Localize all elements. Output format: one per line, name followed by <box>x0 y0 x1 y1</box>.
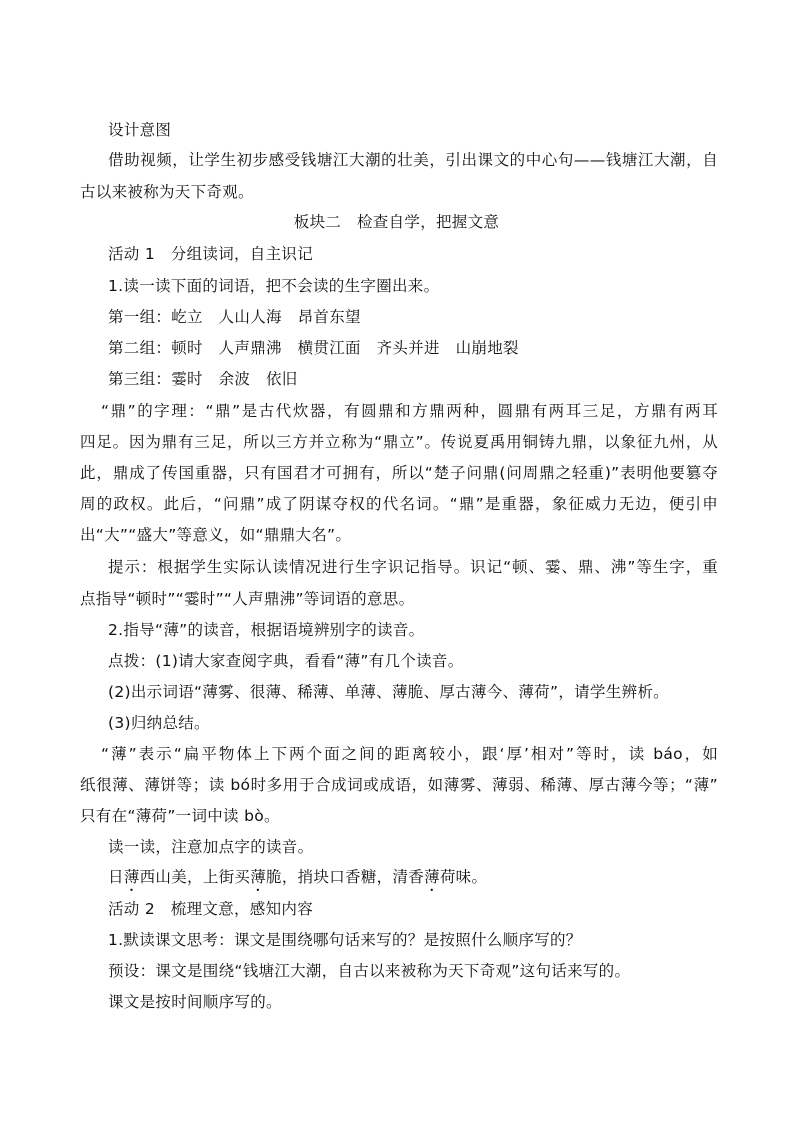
ding-paragraph-line: 四足。因为鼎有三足，所以三方并立称为“鼎立”。传说夏禹用铜铸九鼎，以象征九州，从 <box>80 433 718 451</box>
bo-paragraph-line: 只有在“薄荷”一词中读 bò。 <box>80 807 280 825</box>
word-group-3: 第三组：霎时 余波 依旧 <box>108 370 298 388</box>
sentence-text: 西山美，上街买 <box>139 868 251 886</box>
word-group-2: 第二组：顿时 人声鼎沸 横贯江面 齐头并进 山崩地裂 <box>108 339 519 357</box>
dotted-char: 薄 <box>250 868 267 886</box>
dotted-char: 薄 <box>123 868 140 886</box>
tip-2: (2)出示词语“薄雾、很薄、稀薄、单薄、薄脆、厚古薄今、薄荷”，请学生辨析。 <box>108 683 669 701</box>
activity2-title: 活动 2 梳理文意，感知内容 <box>108 900 313 918</box>
sentence-text: 荷味。 <box>439 868 488 886</box>
section-title: 板块二 检查自学，把握文意 <box>293 213 500 231</box>
tip-3: (3)归纳总结。 <box>108 714 210 732</box>
read-prompt: 读一读，注意加点字的读音。 <box>108 838 314 856</box>
sentence-text: 脆，捎块口香糖，清香 <box>266 868 425 886</box>
read-sentence <box>108 867 487 895</box>
activity1-title: 活动 1 分组读词，自主识记 <box>108 245 313 263</box>
sentence-text: 日 <box>108 868 124 886</box>
ding-paragraph-line: “鼎”的字理：“鼎”是古代炊器，有圆鼎和方鼎两种，圆鼎有两耳三足，方鼎有两耳 <box>101 402 718 420</box>
design-intent-line-2: 古以来被称为天下奇观。 <box>80 183 254 201</box>
activity1-task2: 2.指导“薄”的读音，根据语境辨别字的读音。 <box>108 621 425 639</box>
dotted-char: 薄 <box>424 868 440 886</box>
activity2-preset: 预设：课文是围绕“钱塘江大潮，自古以来被称为天下奇观”这句话来写的。 <box>108 962 631 980</box>
tip-1: 点拨：(1)请大家查阅字典，看看“薄”有几个读音。 <box>108 652 464 670</box>
bo-paragraph-line: 纸很薄、薄饼等；读 bó时多用于合成词或成语，如薄雾、薄弱、稀薄、厚古薄今等；“薄” <box>80 776 718 794</box>
ding-paragraph-line: 此，鼎成了传国重器，只有国君才可拥有，所以“楚子问鼎(问周鼎之轻重)”表明他要篡夺 <box>80 464 718 482</box>
ding-paragraph-line: 周的政权。此后，“问鼎”成了阴谋夺权的代名词。“鼎”是重器，象征威力无边，便引申 <box>80 495 718 513</box>
hint-line-1: 提示：根据学生实际认读情况进行生字识记指导。识记“顿、霎、鼎、沸”等生字，重 <box>108 558 718 576</box>
hint-line-2: 点指导“顿时”“霎时”“人声鼎沸”等词语的意思。 <box>80 590 415 608</box>
ding-paragraph-line: 出“大”“盛大”等意义，如“鼎鼎大名”。 <box>80 526 352 544</box>
word-group-1: 第一组：屹立 人山人海 昂首东望 <box>108 308 361 326</box>
activity1-task1: 1.读一读下面的词语，把不会读的生字圈出来。 <box>108 277 440 295</box>
design-intent-line-1: 借助视频，让学生初步感受钱塘江大潮的壮美，引出课文的中心句——钱塘江大潮，自 <box>108 151 718 169</box>
design-intent-label: 设计意图 <box>108 121 172 139</box>
activity2-question: 1.默读课文思考：课文是围绕哪句话来写的？是按照什么顺序写的？ <box>108 931 582 949</box>
bo-paragraph-line: “薄”表示“扁平物体上下两个面之间的距离较小，跟‘厚’相对”等时，读 báo，如 <box>101 745 718 763</box>
activity2-order: 课文是按时间顺序写的。 <box>108 993 282 1011</box>
